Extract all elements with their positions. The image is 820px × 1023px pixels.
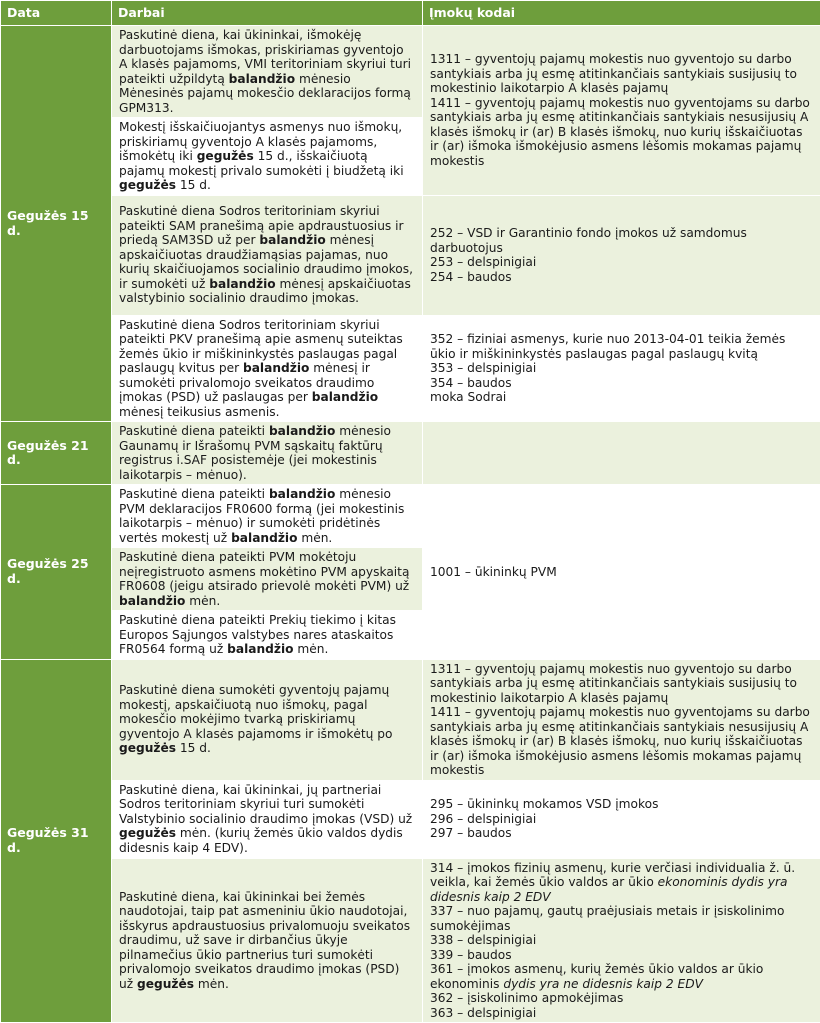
work-cell: Paskutinė diena pateikti balandžio mėnesio PVM deklaracijos FR0600 formą (jei mokestinis laikotarpis – mėnuo) ir sumokėti pridėtinės vertės mokestį už balandžio mėn. [112,485,423,548]
header-date: Data [1,1,112,26]
date-may21: Gegužės 21 d. [1,422,112,485]
table-row [1,26,820,118]
date-may31: Gegužės 31 d. [1,659,112,1023]
table-row [1,195,820,315]
codes-cell: 352 – fiziniai asmenys, kurie nuo 2013-04-01 teikia žemės ūkio ir miškininkystės paslaugas pagal paslaugų kvitą 353 – delspinigiai 354 – baudos moka Sodrai [423,315,820,422]
codes-cell: 295 – ūkininkų mokamos VSD įmokos 296 – delspinigiai 297 – baudos [423,780,820,858]
table-row [1,422,820,485]
work-cell: Paskutinė diena, kai ūkininkai, išmokėję darbuotojams išmokas, priskiriamas gyventojo A klasės pajamoms, VMI teritoriniam skyriui turi pateikti užpildytą balandžio mėnesio Mėnesinės pajamų mokesčio deklaracijos formą GPM313. [112,26,423,118]
table-row [1,315,820,422]
table-row [1,659,820,780]
work-cell: Paskutinė diena, kai ūkininkai bei žemės naudotojai, taip pat asmeniniu ūkio naudotojai, išskyrus apdraustuosius privalomuoju sveikatos draudimu, už save ir dirbančius ūkyje pilnamečius ūkio partnerius turi sumokėti privalomojo sveikatos draudimo įmokas (PSD) už gegužės mėn. [112,858,423,1023]
codes-cell: 1311 – gyventojų pajamų mokestis nuo gyventojo su darbo santykiais arba jų esmę atitinkančiais santykiais susijusių to mokestinio laikotarpio A klasės pajamų 1411 – gyventojų pajamų mokestis nuo gyventojams su darbo santykiais arba jų esmę atitinkančiais santykiais nesusijusių A klasės išmokų ir (ar) B klasės išmokų, nuo kurių išskaičiuotas ir (ar) išmoka išmokėjusio asmens lėšomis mokamas pajamų mokestis [423,26,820,196]
work-cell: Paskutinė diena sumokėti gyventojų pajamų mokestį, apskaičiuotą nuo išmokų, pagal mokesčio mokėjimo tvarką priskiriamų gyventojo A klasės pajamoms ir išmokėtų po gegužės 15 d. [112,659,423,780]
work-cell: Mokestį išskaičiuojantys asmenys nuo išmokų, priskiriamų gyventojo A klasės pajamoms, išmokėtų iki gegužės 15 d., išskaičiuotą pajamų mokestį privalo sumokėti į biudžetą iki gegužės 15 d. [112,118,423,196]
header-works: Darbai [112,1,423,26]
table-row [1,780,820,858]
codes-cell: 314 – įmokos fizinių asmenų, kurie verčiasi individualia ž. ū. veikla, kai žemės ūkio valdos ar ūkio ekonominis dydis yra didesnis kaip 2 EDV 337 – nuo pajamų, gautų praėjusiais metais ir įsiskolinimo sumokėjimas 338 – delspinigiai 339 – baudos 361 – įmokos asmenų, kurių žemės ūkio valdos ar ūkio ekonominis dydis yra ne didesnis kaip 2 EDV 362 – įsiskolinimo apmokėjimas 363 – delspinigiai [423,858,820,1023]
date-may15: Gegužės 15 d. [1,26,112,422]
header-row [1,1,820,26]
date-may25: Gegužės 25 d. [1,485,112,660]
codes-cell [423,422,820,485]
codes-cell: 1311 – gyventojų pajamų mokestis nuo gyventojo su darbo santykiais arba jų esmę atitinkančiais santykiais susijusių to mokestinio laikotarpio A klasės pajamų 1411 – gyventojų pajamų mokestis nuo gyventojams su darbo santykiais arba jų esmę atitinkančiais santykiais nesusijusių A klasės išmokų ir (ar) B klasės išmokų, nuo kurių išskaičiuotas ir (ar) išmoka išmokėjusio asmens lėšomis mokamas pajamų mokestis [423,659,820,780]
work-cell: Paskutinė diena Sodros teritoriniam skyriui pateikti PKV pranešimą apie asmenų suteiktas žemės ūkio ir miškininkystės paslaugas pagal paslaugų kvitus per balandžio mėnesį ir sumokėti privalomojo sveikatos draudimo įmokas (PSD) už paslaugas per balandžio mėnesį teikusius asmenis. [112,315,423,422]
codes-cell: 252 – VSD ir Garantinio fondo įmokos už samdomus darbuotojus 253 – delspinigiai 254 – baudos [423,195,820,315]
work-cell: Paskutinė diena pateikti balandžio mėnesio Gaunamų ir Išrašomų PVM sąskaitų faktūrų registrus i.SAF posistemėje (jei mokestinis laikotarpis – mėnuo). [112,422,423,485]
work-cell: Paskutinė diena pateikti PVM mokėtoju neįregistruoto asmens mokėtino PVM apyskaitą FR0608 (jeigu atsirado prievolė mokėti PVM) už balandžio mėn. [112,548,423,611]
work-cell: Paskutinė diena, kai ūkininkai, jų partneriai Sodros teritoriniam skyriui turi sumokėti Valstybinio socialinio draudimo įmokas (VSD) už gegužės mėn. (kurių žemės ūkio valdos dydis didesnis kaip 4 EDV). [112,780,423,858]
header-codes: Įmokų kodai [423,1,820,26]
codes-cell: 1001 – ūkininkų PVM [423,485,820,660]
work-cell: Paskutinė diena pateikti Prekių tiekimo į kitas Europos Sąjungos valstybes nares ataskaitos FR0564 formą už balandžio mėn. [112,611,423,660]
work-cell: Paskutinė diena Sodros teritoriniam skyriui pateikti SAM pranešimą apie apdraustuosius ir priedą SAM3SD už per balandžio mėnesį apskaičiuotas draudžiamąsias pajamas, nuo kurių skaičiuojamos socialinio draudimo įmokos, ir sumokėti už balandžio mėnesį apskaičiuotas valstybinio socialinio draudimo įmokas. [112,195,423,315]
table-row [1,485,820,548]
